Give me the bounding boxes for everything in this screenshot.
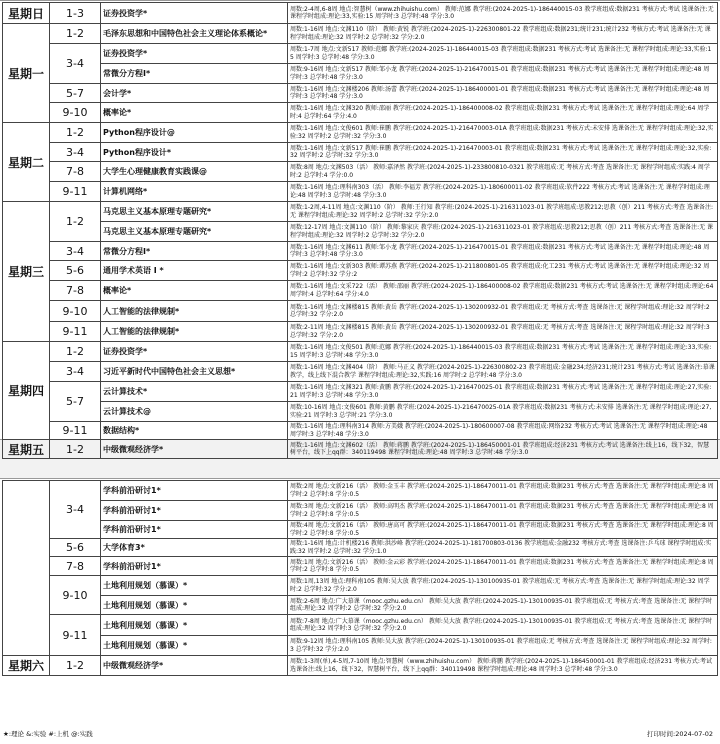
course-name: 毛泽东思想和中国特色社会主义理论体系概论* <box>101 24 288 44</box>
course-info: 周数:4周 地点:文新216（活） 教师:唐高可 教学班:(2024-2025-1)-186470011-01 教学班组成:数据231 考核方式:考查 选课备注:无 课程学时组成:理论:8 周学时:2 总学时:8 学分:0.5 <box>288 521 718 539</box>
course-info: 周数:2-11周 地点:文渊楼815 教师:黄岳 教学班:(2024-2025-1)-130200932-01 教学班组成:无 考核方式:考查 选课备注:无 课程学时组成:理论:32 周学时:3 总学时:32 学分:2.0 <box>288 322 718 342</box>
table-row <box>3 222 718 242</box>
period-cell: 1-3 <box>50 3 101 24</box>
course-info: 周数:1-2周,4-11周 地点:文渊110（阶） 教师:王行知 教学班:(2024-2025-1)-216311023-01 教学班组成:思教212;思教（创）211 考核方式:考查 选课备注:无 课程学时组成:理论:32 周学时:2 总学时:32 学分:2.0 <box>288 202 718 222</box>
table-row <box>3 481 718 501</box>
course-name: 学科前沿研讨1* <box>101 557 288 576</box>
table-row <box>3 539 718 557</box>
course-info: 周数:1-7周 地点:文新517 教师:范娜 教学班:(2024-2025-1)-186440015-03 教学班组成:数据231 考核方式:考试 选课备注:无 课程学时组成:理论:33,实验:15 周学时:3 总学时:48 学分:3.0 <box>288 44 718 64</box>
period-cell: 9-11 <box>50 422 101 440</box>
table-row <box>3 84 718 103</box>
timetable-table <box>2 2 718 459</box>
table-row <box>3 281 718 301</box>
course-info: 周数:10-16周 地点:文俊601 教师:黄鹏 教学班:(2024-2025-1)-216470025-01A 教学班组成:数据231 考核方式:未安排 选课备注:无 课程学时组成:理论:27,实验:21 周学时:3 总学时:21 学分:3.0 <box>288 402 718 422</box>
course-name: 计算机网络* <box>101 182 288 202</box>
course-name: 概率论* <box>101 103 288 123</box>
timetable-page-2 <box>0 478 720 744</box>
footer <box>3 728 715 740</box>
course-name: 常微分方程I* <box>101 242 288 261</box>
course-name: 土地利用规划（慕课）* <box>101 576 288 596</box>
course-info: 周数:1周 地点:文新216（活） 教师:金云彩 教学班:(2024-2025-1)-186470011-01 教学班组成:数据231 考核方式:考查 选课备注:无 课程学时组成:理论:8 周学时:2 总学时:8 学分:0.5 <box>288 557 718 576</box>
course-name: 马克思主义基本原理专题研究* <box>101 202 288 222</box>
table-row <box>3 557 718 576</box>
period-cell: 5-6 <box>50 539 101 557</box>
period-cell: 5-7 <box>50 382 101 422</box>
course-info: 周数:1-16周 地点:理科南314 教师:方美娥 教学班:(2024-2025-1)-180600007-08 教学班组成:网络232 考核方式:考试 选课备注:无 课程学时组成:理论:48 周学时:3 总学时:48 学分:3.0 <box>288 422 718 440</box>
course-name: 马克思主义基本原理专题研究* <box>101 222 288 242</box>
period-cell: 7-8 <box>50 281 101 301</box>
course-name: 云计算技术@ <box>101 402 288 422</box>
course-info: 周数:1-16周 地点:文渊320 教师:邵丽 教学班:(2024-2025-1)-186400008-02 教学班组成:数据231 考核方式:考试 选课备注:无 课程学时组成:理论:64 周学时:4 总学时:64 学分:4.0 <box>288 103 718 123</box>
period-cell: 7-8 <box>50 557 101 576</box>
course-info: 周数:1-3周(单),4-5周,7-10周 地点:智慧树（www.zhihuishu.com） 教师:蒋鹏 教学班:(2024-2025-1)-186450001-01 教学班组成:经济231 考核方式:考试 选课备注:线上16，线下32，智慧树平台，线下上qq群：340119498 课程学时组成:理论:48 周学时:3 总学时:48 学分:3.0 <box>288 656 718 676</box>
period-cell: 1-2 <box>50 342 101 362</box>
course-name: 人工智能的法律规制* <box>101 322 288 342</box>
day-cell <box>3 481 50 656</box>
day-cell: 星期二 <box>3 123 50 202</box>
period-cell: 5-7 <box>50 84 101 103</box>
course-name: 中级微观经济学* <box>101 440 288 459</box>
table-row <box>3 202 718 222</box>
course-info: 周数:1-16周 地点:文俊601 教师:崔鹏 教学班:(2024-2025-1)-216470003-01A 教学班组成:数据231 考核方式:未安排 选课备注:无 课程学时组成:理论:32,实验:32 周学时:2 总学时:32 学分:3.0 <box>288 123 718 143</box>
course-info: 周数:1周,13周 地点:理科南105 教师:吴大放 教学班:(2024-2025-1)-130100935-01 教学班组成:无 考核方式:考查 选课备注:无 课程学时组成:理论:32 周学时:2 总学时:32 学分:2.0 <box>288 576 718 596</box>
course-info: 周数:1-16周 地点:文渊404（阶） 教师:马正义 教学班:(2024-2025-1)-226300802-23 教学班组成:金融234;经济231;统计231 考核方式:考试 选课备注:慕课教学，线上线下混合教学 课程学时组成:理论:32,实践:16 周学时:2 总学时:48 学分:3.0 <box>288 362 718 382</box>
table-row <box>3 44 718 64</box>
course-info: 周数:1-16周 地点:文采722（活） 教师:邵丽 教学班:(2024-2025-1)-186400008-02 教学班组成:数据231 考核方式:考试 选课备注:无 课程学时组成:理论:64 周学时:4 总学时:64 学分:4.0 <box>288 281 718 301</box>
course-name: Python程序设计@ <box>101 123 288 143</box>
table-row <box>3 322 718 342</box>
course-name: 证券投资学* <box>101 3 288 24</box>
table-row <box>3 24 718 44</box>
table-row <box>3 143 718 162</box>
course-name: 证券投资学* <box>101 44 288 64</box>
period-cell: 1-2 <box>50 123 101 143</box>
course-info: 周数:1-16周 地点:计机楼216 教师:洪沙峰 教学班:(2024-2025-1)-181700803-0136 教学班组成:金融232 考核方式:考查 选课备注:乒乓球 课程学时组成:实践:32 周学时:2 总学时:32 学分:1.0 <box>288 539 718 557</box>
period-cell: 1-2 <box>50 440 101 459</box>
course-info: 周数:9-16周 地点:文新517 教师:邹小龙 教学班:(2024-2025-1)-216470015-01 教学班组成:数据231 考核方式:考试 选课备注:无 课程学时组成:理论:48 周学时:3 总学时:48 学分:3.0 <box>288 64 718 84</box>
course-info: 周数:7-8周 地点:广大慕课（mooc.gzhu.edu.cn） 教师:吴大放 教学班:(2024-2025-1)-130100935-01 教学班组成:无 考核方式:考查 选课备注:无 课程学时组成:理论:32 周学时:3 总学时:32 学分:2.0 <box>288 615 718 636</box>
period-cell: 9-11 <box>50 322 101 342</box>
period-cell: 7-8 <box>50 162 101 182</box>
day-cell: 星期日 <box>3 3 50 24</box>
period-cell: 3-4 <box>50 242 101 261</box>
course-name: 通用学术英语 I * <box>101 261 288 281</box>
course-name: 大学体育3* <box>101 539 288 557</box>
course-name: 大学生心理健康教育实践课@ <box>101 162 288 182</box>
period-cell: 5-6 <box>50 261 101 281</box>
table-row <box>3 596 718 615</box>
day-cell: 星期六 <box>3 656 50 676</box>
course-info: 周数:2周 地点:文新216（活） 教师:金玉丰 教学班:(2024-2025-1)-186470011-01 教学班组成:数据231 考核方式:考查 选课备注:无 课程学时组成:理论:8 周学时:2 总学时:8 学分:0.5 <box>288 481 718 501</box>
course-info: 周数:1-16周 地点:理科南303（活） 教师:李福芳 教学班:(2024-2025-1)-180600011-02 教学班组成:软件222 考核方式:考试 选课备注:无 课程学时组成:理论:48 周学时:3 总学时:48 学分:3.0 <box>288 182 718 202</box>
course-info: 周数:9-12周 地点:理科南105 教师:吴大放 教学班:(2024-2025-1)-130100935-01 教学班组成:无 考核方式:考查 选课备注:无 课程学时组成:理论:32 周学时:3 总学时:32 学分:2.0 <box>288 636 718 656</box>
course-name: 云计算技术* <box>101 382 288 402</box>
timetable-table <box>2 480 718 676</box>
table-row <box>3 103 718 123</box>
course-name: 人工智能的法律规制* <box>101 301 288 322</box>
course-name: 土地利用规划（慕课）* <box>101 636 288 656</box>
table-row <box>3 162 718 182</box>
course-name: 概率论* <box>101 281 288 301</box>
course-info: 周数:2-6周 地点:广大慕课（mooc.gzhu.edu.cn） 教师:吴大放 教学班:(2024-2025-1)-130100935-01 教学班组成:无 考核方式:考查 选课备注:无 课程学时组成:理论:32 周学时:2 总学时:32 学分:2.0 <box>288 596 718 615</box>
table-row <box>3 615 718 636</box>
table-row <box>3 440 718 459</box>
table-row <box>3 64 718 84</box>
course-info: 周数:1-16周 地点:文新517 教师:崔鹏 教学班:(2024-2025-1)-216470003-01 教学班组成:数据231 考核方式:考试 选课备注:无 课程学时组成:理论:32,实验:32 周学时:2 总学时:32 学分:3.0 <box>288 143 718 162</box>
period-cell: 3-4 <box>50 143 101 162</box>
course-info: 周数:1-16周 地点:文新303 教师:谭苏燕 教学班:(2024-2025-1)-211800801-05 教学班组成:化工231 考核方式:考试 选课备注:无 课程学时组成:理论:32 周学时:2 总学时:32 学分:2 <box>288 261 718 281</box>
table-row <box>3 242 718 261</box>
day-cell: 星期一 <box>3 24 50 123</box>
period-cell: 9-10 <box>50 576 101 615</box>
course-name: 学科前沿研讨1* <box>101 521 288 539</box>
course-name: 证券投资学* <box>101 342 288 362</box>
table-row <box>3 261 718 281</box>
table-row <box>3 402 718 422</box>
period-cell: 9-11 <box>50 615 101 656</box>
day-cell: 星期四 <box>3 342 50 440</box>
course-name: 数据结构* <box>101 422 288 440</box>
table-row <box>3 656 718 676</box>
period-cell: 9-10 <box>50 103 101 123</box>
table-row <box>3 362 718 382</box>
table-row <box>3 342 718 362</box>
table-row <box>3 576 718 596</box>
course-info: 周数:12-17周 地点:文渊110（阶） 教师:黎家庆 教学班:(2024-2025-1)-216311023-01 教学班组成:思教212;思教（创）211 考核方式:考查 选课备注:无 课程学时组成:理论:32 周学时:2 总学时:32 学分:2.0 <box>288 222 718 242</box>
period-cell: 3-4 <box>50 44 101 84</box>
table-row <box>3 123 718 143</box>
table-row <box>3 422 718 440</box>
period-cell: 1-2 <box>50 656 101 676</box>
table-row <box>3 521 718 539</box>
course-name: 土地利用规划（慕课）* <box>101 615 288 636</box>
table-row <box>3 3 718 24</box>
period-cell: 9-10 <box>50 301 101 322</box>
table-row <box>3 636 718 656</box>
day-cell: 星期三 <box>3 202 50 342</box>
table-row <box>3 501 718 521</box>
period-cell: 3-4 <box>50 481 101 539</box>
course-info: 周数:1-16周 地点:文渊321 教师:黄鹏 教学班:(2024-2025-1)-216470025-01 教学班组成:数据231 考核方式:考试 选课备注:无 课程学时组成:理论:27,实验:21 周学时:3 总学时:48 学分:3.0 <box>288 382 718 402</box>
course-name: 学科前沿研讨1* <box>101 501 288 521</box>
course-name: 会计学* <box>101 84 288 103</box>
table-row <box>3 382 718 402</box>
course-info: 周数:1-16周 地点:文渊楼206 教师:汤蕾 教学班:(2024-2025-1)-186400001-01 教学班组成:数据231 考核方式:考试 选课备注:无 课程学时组成:理论:48 周学时:3 总学时:48 学分:3.0 <box>288 84 718 103</box>
course-name: Python程序设计* <box>101 143 288 162</box>
table-row <box>3 182 718 202</box>
course-info: 周数:3周 地点:文新216（活） 教师:高明杰 教学班:(2024-2025-1)-186470011-01 教学班组成:数据231 考核方式:考查 选课备注:无 课程学时组成:理论:8 周学时:2 总学时:8 学分:0.5 <box>288 501 718 521</box>
legend-text: ★:理论 &:实验 #:上机 @:实践 <box>3 730 93 738</box>
course-info: 周数:1-16周 地点:文渊602（活） 教师:蒋鹏 教学班:(2024-2025-1)-186450001-01 教学班组成:经济231 考核方式:考试 选课备注:线上16，线下32，智慧树平台，线下上qq群：340119498 课程学时组成:理论:48 周学时:3 总学时:48 学分:3.0 <box>288 440 718 459</box>
course-name: 中级微观经济学* <box>101 656 288 676</box>
period-cell: 9-11 <box>50 182 101 202</box>
course-name: 常微分方程I* <box>101 64 288 84</box>
course-name: 学科前沿研讨1* <box>101 481 288 501</box>
course-info: 周数:1-16周 地点:文渊110（阶） 教师:黄锐 教学班:(2024-2025-1)-226300801-22 教学班组成:数据231;统计231;统计232 考核方式:考试 选课备注:无 课程学时组成:理论:32 周学时:2 总学时:32 学分:2.0 <box>288 24 718 44</box>
course-info: 周数:1-16周 地点:文渊611 教师:邹小龙 教学班:(2024-2025-1)-216470015-01 教学班组成:数据231 考核方式:考试 选课备注:无 课程学时组成:理论:48 周学时:3 总学时:48 学分:3.0 <box>288 242 718 261</box>
course-name: 习近平新时代中国特色社会主义思想* <box>101 362 288 382</box>
course-info: 周数:1-16周 地点:文俊501 教师:范娜 教学班:(2024-2025-1)-186440015-03 教学班组成:数据231 考核方式:考试 选课备注:无 课程学时组成:理论:33,实验:15 周学时:3 总学时:48 学分:3.0 <box>288 342 718 362</box>
period-cell: 3-4 <box>50 362 101 382</box>
course-info: 周数:2-4周,6-8周 地点:智慧树（www.zhihuishu.com） 教师:范娜 教学班:(2024-2025-1)-186440015-03 教学班组成:数据231 考核方式:考试 选课备注:无 课程学时组成:理论:33,实验:15 周学时:3 总学时:48 学分:3.0 <box>288 3 718 24</box>
print-time: 打印时间:2024-07-02 <box>647 730 713 738</box>
course-info: 周数:1-16周 地点:文渊楼815 教师:黄岳 教学班:(2024-2025-1)-130200932-01 教学班组成:无 考核方式:考查 选课备注:无 课程学时组成:理论:32 周学时:2 总学时:32 学分:2.0 <box>288 301 718 322</box>
course-name: 土地利用规划（慕课）* <box>101 596 288 615</box>
course-info: 周数:8周 地点:文渊503（活） 教师:嘉泽然 教学班:(2024-2025-1)-233800810-0321 教学班组成:无 考核方式:考查 选课备注:无 课程学时组成:实践:4 周学时:2 总学时:4 学分:0.0 <box>288 162 718 182</box>
table-row <box>3 301 718 322</box>
day-cell: 星期五 <box>3 440 50 459</box>
period-cell: 1-2 <box>50 202 101 242</box>
period-cell: 1-2 <box>50 24 101 44</box>
